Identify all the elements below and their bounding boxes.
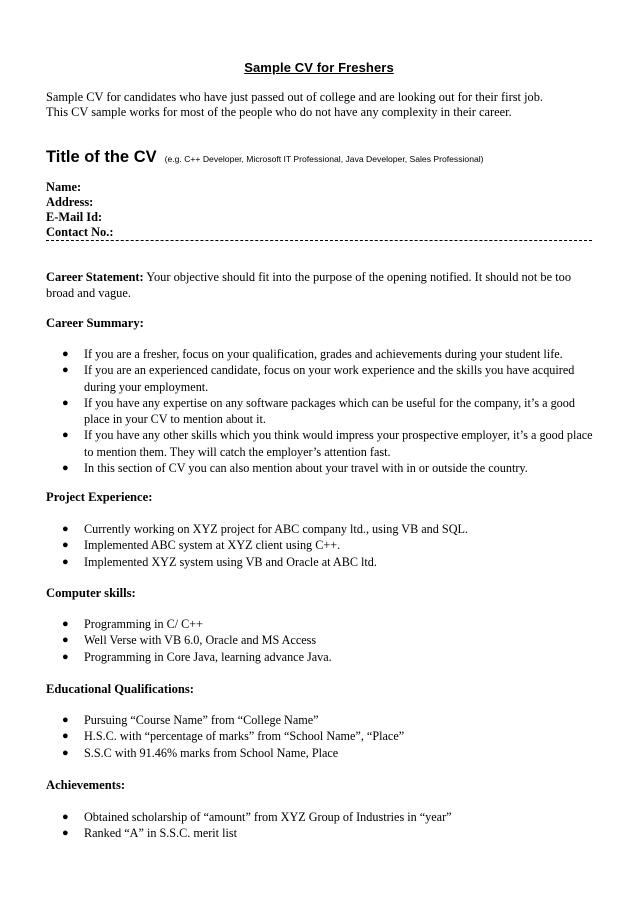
list-item <box>62 825 602 841</box>
list-item-text: Implemented ABC system at XYZ client using C++. <box>84 538 341 553</box>
list-item <box>62 809 602 825</box>
contact-fields <box>46 180 113 240</box>
bullet-icon: ● <box>62 714 69 726</box>
list-item-text: Programming in C/ C++ <box>84 617 204 631</box>
contact-field-phone: Contact No.: <box>46 225 114 239</box>
career-statement-label: Career Statement: <box>46 270 144 284</box>
list-item-text: If you have any expertise on any software packages which can be useful for the company, it’s a good place in your CV to mention about it. <box>84 395 575 427</box>
project-experience-list <box>62 521 602 570</box>
bullet-icon: ● <box>62 429 69 442</box>
list-item <box>62 632 602 648</box>
list-item-text: S.S.C with 91.46% marks from School Name, Place <box>84 745 339 760</box>
bullet-icon: ● <box>62 746 69 759</box>
list-item <box>62 460 602 476</box>
bullet-icon: ● <box>62 523 69 535</box>
section-heading-computer-skills: Computer skills: <box>46 586 136 600</box>
list-item <box>62 712 602 728</box>
list-item <box>62 395 602 428</box>
achievements-list <box>62 809 602 842</box>
document-title: Sample CV for Freshers <box>244 60 394 75</box>
bullet-icon: ● <box>62 462 69 475</box>
education-list <box>62 712 602 761</box>
bullet-icon: ● <box>62 811 69 823</box>
list-item <box>62 554 602 570</box>
section-heading-career-summary: Career Summary: <box>46 316 144 330</box>
dashed-divider <box>46 240 592 241</box>
bullet-icon: ● <box>62 618 69 630</box>
career-summary-list <box>62 346 602 476</box>
list-item-text: Programming in Core Java, learning advance Java. <box>84 649 332 664</box>
contact-field-name: Name: <box>46 180 82 194</box>
list-item-text: Implemented XYZ system using VB and Oracle at ABC ltd. <box>84 554 377 569</box>
computer-skills-list <box>62 616 602 665</box>
cv-title <box>46 148 484 167</box>
section-heading-project-experience: Project Experience: <box>46 490 153 504</box>
list-item-text: H.S.C. with “percentage of marks” from “School Name”, “Place” <box>84 729 405 744</box>
bullet-icon: ● <box>62 634 69 647</box>
intro-line: Sample CV for candidates who have just passed out of college and are looking out for their first job. <box>46 90 543 104</box>
contact-field-email: E-Mail Id: <box>46 210 103 224</box>
bullet-icon: ● <box>62 827 69 840</box>
list-item <box>62 649 602 665</box>
career-statement <box>46 270 598 301</box>
bullet-icon: ● <box>62 650 69 663</box>
list-item <box>62 346 602 362</box>
cv-title-examples: (e.g. C++ Developer, Microsoft IT Professional, Java Developer, Sales Professional) <box>164 154 484 164</box>
section-heading-achievements: Achievements: <box>46 778 126 792</box>
list-item-text: If you are a fresher, focus on your qualification, grades and achievements during your student life. <box>84 347 563 361</box>
list-item <box>62 362 602 395</box>
list-item-text: If you have any other skills which you think would impress your prospective employer, it’s a good place to mention them. They will catch the employer’s attention fast. <box>84 428 593 459</box>
list-item <box>62 537 602 553</box>
list-item <box>62 616 602 632</box>
list-item <box>62 728 602 744</box>
section-heading-education: Educational Qualifications: <box>46 682 194 696</box>
bullet-icon: ● <box>62 555 69 568</box>
list-item-text: Pursuing “Course Name” from “College Name” <box>84 713 319 727</box>
list-item <box>62 521 602 537</box>
career-statement-text: Your objective should fit into the purpose of the opening notified. It should not be too broad and vague. <box>46 270 572 300</box>
list-item-text: Obtained scholarship of “amount” from XYZ Group of Industries in “year” <box>84 810 452 824</box>
list-item-text: Well Verse with VB 6.0, Oracle and MS Access <box>84 633 317 648</box>
intro-paragraph <box>46 90 606 120</box>
bullet-icon: ● <box>62 539 69 552</box>
list-item <box>62 427 602 460</box>
bullet-icon: ● <box>62 364 69 377</box>
list-item <box>62 745 602 761</box>
intro-line: This CV sample works for most of the people who do not have any complexity in their career. <box>46 105 512 119</box>
contact-field-address: Address: <box>46 195 94 209</box>
bullet-icon: ● <box>62 396 69 409</box>
bullet-icon: ● <box>62 730 69 743</box>
list-item-text: If you are an experienced candidate, focus on your work experience and the skills you have acquired during your employment. <box>84 363 575 394</box>
list-item-text: In this section of CV you can also mention about your travel with in or outside the country. <box>84 461 528 476</box>
cv-title-text: Title of the CV <box>46 148 157 166</box>
bullet-icon: ● <box>62 348 69 360</box>
list-item-text: Currently working on XYZ project for ABC company ltd., using VB and SQL. <box>84 522 468 536</box>
list-item-text: Ranked “A” in S.S.C. merit list <box>84 826 238 841</box>
